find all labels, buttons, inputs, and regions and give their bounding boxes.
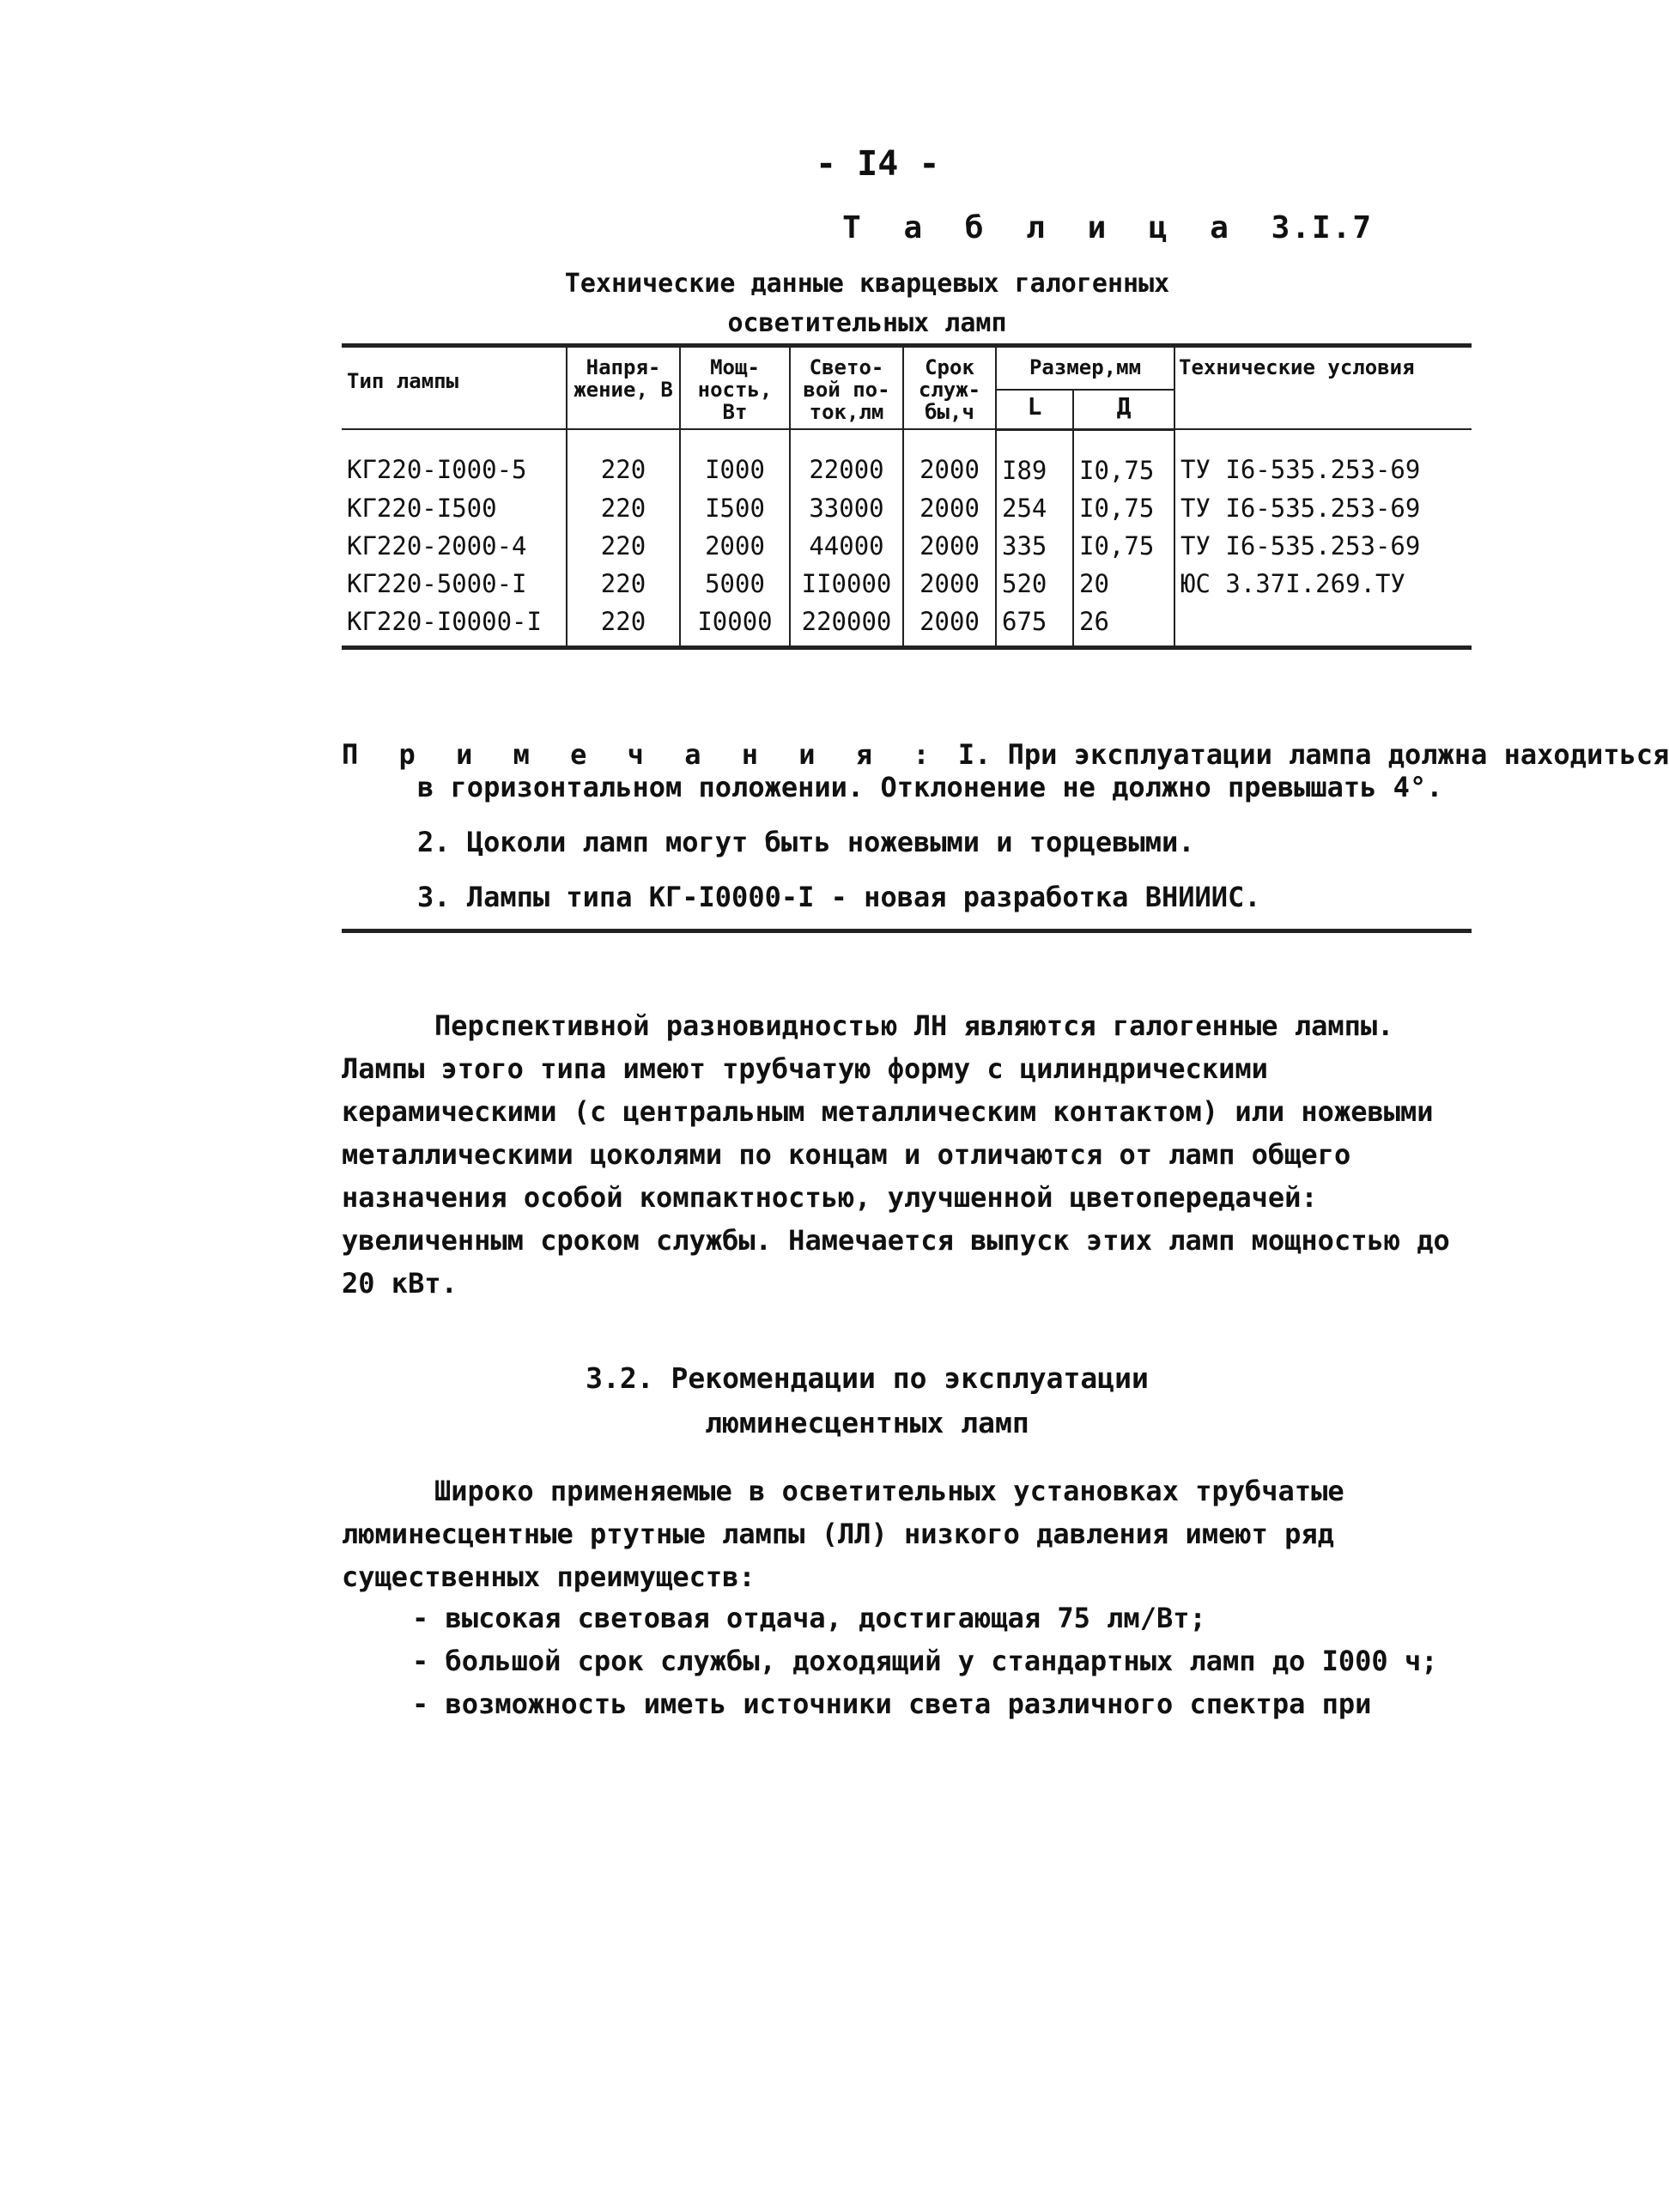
section-title — [481, 1356, 1253, 1445]
cell-type: КГ220-I0000-I — [342, 603, 567, 648]
cell-flux: 220000 — [790, 603, 903, 648]
cell-power: I500 — [680, 489, 790, 527]
header-size-d: Д — [1073, 390, 1174, 429]
list-item: - возможность иметь источники света различного спектра при — [412, 1688, 1372, 1720]
table-row — [342, 429, 1472, 489]
notes-divider — [342, 929, 1472, 933]
notes-heading: П р и м е ч а н и я : — [342, 738, 942, 771]
notes-item-3: 3. Лампы типа КГ-I0000-I - новая разработка ВНИИИС. — [417, 881, 1261, 913]
cell-flux: II0000 — [790, 565, 903, 603]
cell-voltage: 220 — [567, 603, 680, 648]
table-label — [842, 210, 1373, 245]
header-lamp-type: Тип лампы — [342, 346, 567, 430]
cell-voltage: 220 — [567, 429, 680, 489]
cell-voltage: 220 — [567, 489, 680, 527]
cell-life: 2000 — [903, 429, 996, 489]
cell-size-d: 20 — [1073, 565, 1174, 603]
cell-conditions — [1174, 603, 1472, 648]
lamp-data-table — [342, 343, 1472, 650]
cell-size-l: 335 — [996, 527, 1073, 565]
notes-item-1 — [342, 738, 1669, 771]
header-service-life: Срок служ-бы,ч — [903, 346, 996, 430]
cell-flux: 22000 — [790, 429, 903, 489]
cell-life: 2000 — [903, 527, 996, 565]
table-row — [342, 603, 1472, 648]
table-row — [342, 489, 1472, 527]
notes-item-1-continuation: в горизонтальном положении. Отклонение не должно превышать 4°. — [417, 771, 1443, 803]
cell-type: КГ220-5000-I — [342, 565, 567, 603]
cell-type: КГ220-I500 — [342, 489, 567, 527]
table-row — [342, 527, 1472, 565]
notes-item-1-text: I. При эксплуатации лампа должна находиться — [957, 738, 1669, 771]
fluorescent-paragraph-text: Широко применяемые в осветительных установках трубчатые люминесцентные ртутные лампы (ЛЛ) низкого давления имеют ряд существенных преимуществ: — [342, 1475, 1344, 1593]
table-caption — [481, 264, 1253, 343]
cell-size-l: I89 — [996, 429, 1073, 489]
fluorescent-paragraph — [342, 1470, 1458, 1598]
halogen-paragraph-text: Перспективной разновидностью ЛН являются галогенные лампы. Лампы этого типа имеют трубчатую форму с цилиндрическими керамическими (с центральным металлическим контактом) или ножевыми металлическими цоколями по концам и отличаются от ламп общего назначения особой компактностью, улучшенной цветопередачей: увеличенным сроком службы. Намечается выпуск этих ламп мощностью до 20 кВт. — [342, 1009, 1450, 1300]
table-label-word: Т а б л и ц а — [842, 210, 1241, 245]
cell-power: I000 — [680, 429, 790, 489]
cell-size-d: I0,75 — [1073, 429, 1174, 489]
cell-size-d: I0,75 — [1073, 527, 1174, 565]
cell-conditions: ТУ I6-535.253-69 — [1174, 527, 1472, 565]
header-size-l: L — [996, 390, 1073, 429]
cell-power: I0000 — [680, 603, 790, 648]
page-number: - I4 - — [816, 144, 940, 184]
header-power: Мощ-ность, Вт — [680, 346, 790, 430]
cell-size-d: I0,75 — [1073, 489, 1174, 527]
cell-conditions: ЮС 3.37I.269.ТУ — [1174, 565, 1472, 603]
table-caption-line-1: Технические данные кварцевых галогенных — [564, 269, 1170, 299]
header-voltage: Напря-жение, В — [567, 346, 680, 430]
halogen-paragraph — [342, 1004, 1458, 1305]
cell-voltage: 220 — [567, 565, 680, 603]
notes-block — [342, 738, 1669, 913]
cell-type: КГ220-2000-4 — [342, 527, 567, 565]
cell-flux: 44000 — [790, 527, 903, 565]
table-caption-line-2: осветительных ламп — [727, 308, 1007, 338]
cell-size-l: 675 — [996, 603, 1073, 648]
header-size: Размер,мм — [996, 346, 1174, 391]
cell-life: 2000 — [903, 565, 996, 603]
cell-size-d: 26 — [1073, 603, 1174, 648]
advantages-list — [412, 1597, 1468, 1725]
cell-conditions: ТУ I6-535.253-69 — [1174, 429, 1472, 489]
list-item: - высокая световая отдача, достигающая 75 лм/Вт; — [412, 1602, 1206, 1634]
cell-power: 5000 — [680, 565, 790, 603]
cell-life: 2000 — [903, 603, 996, 648]
section-title-line-2: люминесцентных ламп — [705, 1406, 1029, 1439]
table-number: 3.I.7 — [1271, 210, 1373, 245]
notes-item-2: 2. Цоколи ламп могут быть ножевыми и торцевыми. — [417, 826, 1195, 858]
header-technical-conditions: Технические условия — [1174, 346, 1472, 430]
list-item: - большой срок службы, доходящий у стандартных ламп до I000 ч; — [412, 1645, 1438, 1677]
cell-type: КГ220-I000-5 — [342, 429, 567, 489]
cell-conditions: ТУ I6-535.253-69 — [1174, 489, 1472, 527]
table-row — [342, 565, 1472, 603]
header-luminous-flux: Свето-вой по-ток,лм — [790, 346, 903, 430]
cell-size-l: 520 — [996, 565, 1073, 603]
cell-power: 2000 — [680, 527, 790, 565]
section-title-line-1: 3.2. Рекомендации по эксплуатации — [586, 1361, 1149, 1395]
cell-voltage: 220 — [567, 527, 680, 565]
cell-flux: 33000 — [790, 489, 903, 527]
cell-size-l: 254 — [996, 489, 1073, 527]
cell-life: 2000 — [903, 489, 996, 527]
